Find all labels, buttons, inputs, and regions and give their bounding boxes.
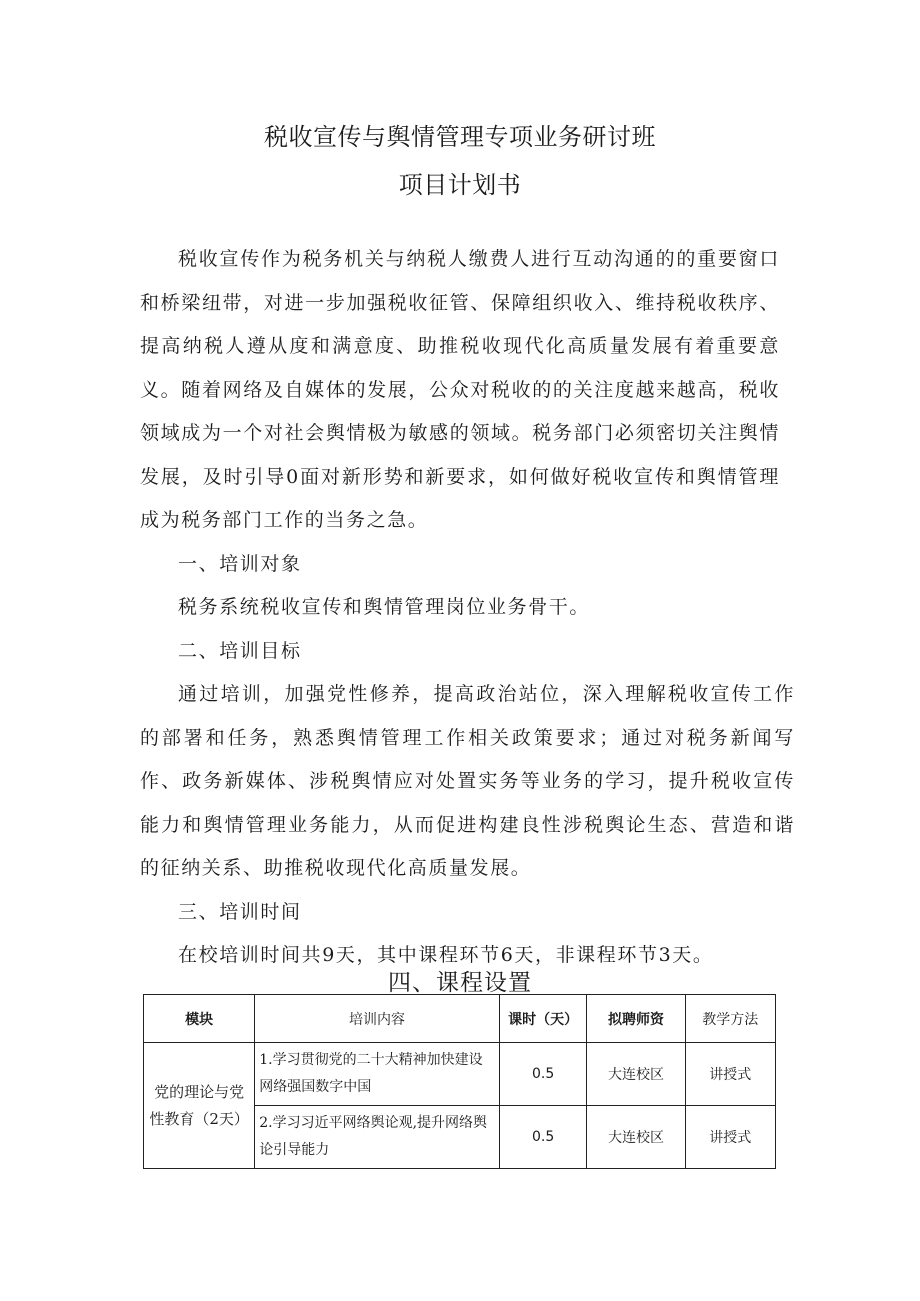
document-title: 税收宣传与舆情管理专项业务研讨班 [264,123,656,151]
header-module: 模块 [144,995,255,1043]
hours-cell: 0.5 [499,1043,587,1106]
document-subtitle: 项目计划书 [398,171,522,199]
header-content: 培训内容 [255,995,500,1043]
time-paragraph: 在校培训时间共9天，其中课程环节6天，非课程环节3天。 [178,944,714,966]
course-heading: 四、课程设置 [388,970,532,996]
method-cell: 讲授式 [685,1043,775,1106]
header-method: 教学方法 [685,995,775,1043]
header-hours: 课时（天） [499,995,587,1043]
goals-paragraph: 通过培训，加强党性修养，提高政治站位，深入理解税收宣传工作的部署和任务，熟悉舆情管理工作相关政策要求；通过对税务新闻写作、政务新媒体、涉税舆情应对处置实务等业务的学习，提升税收宣传能力和舆情管理业务能力，从而促进构建良性涉税舆论生态、营造和谐的征纳关系、助推税收现代化高质量发展。 [140,683,795,879]
table-header-row [144,995,776,1043]
course-table [143,994,776,1169]
method-cell: 讲授式 [685,1106,775,1169]
intro-paragraph: 税收宣传作为税务机关与纳税人缴费人进行互动沟通的的重要窗口和桥梁纽带，对进一步加强税收征管、保障组织收入、维持税收秩序、提高纳税人遵从度和满意度、助推税收现代化高质量发展有着重要意义。随着网络及自媒体的发展，公众对税收的的关注度越来越高，税收领域成为一个对社会舆情极为敏感的领域。税务部门必须密切关注舆情发展，及时引导0面对新形势和新要求，如何做好税收宣传和舆情管理成为税务部门工作的当务之急。 [140,248,780,531]
header-teacher: 拟聘师资 [587,995,685,1043]
hours-cell: 0.5 [499,1106,587,1169]
content-cell: 2.学习习近平网络舆论观,提升网络舆论引导能力 [255,1106,500,1169]
section-heading-goals: 二、培训目标 [178,639,302,662]
section-heading-audience: 一、培训对象 [178,552,302,575]
audience-paragraph: 税务系统税收宣传和舆情管理岗位业务骨干。 [178,596,591,618]
module-cell: 党的理论与党性教育（2天） [144,1043,255,1169]
teacher-cell: 大连校区 [587,1043,685,1106]
section-heading-time: 三、培训时间 [178,900,302,923]
content-cell: 1.学习贯彻党的二十大精神加快建设网络强国数字中国 [255,1043,500,1106]
table-row [144,1043,776,1106]
document-body [140,238,795,978]
teacher-cell: 大连校区 [587,1106,685,1169]
